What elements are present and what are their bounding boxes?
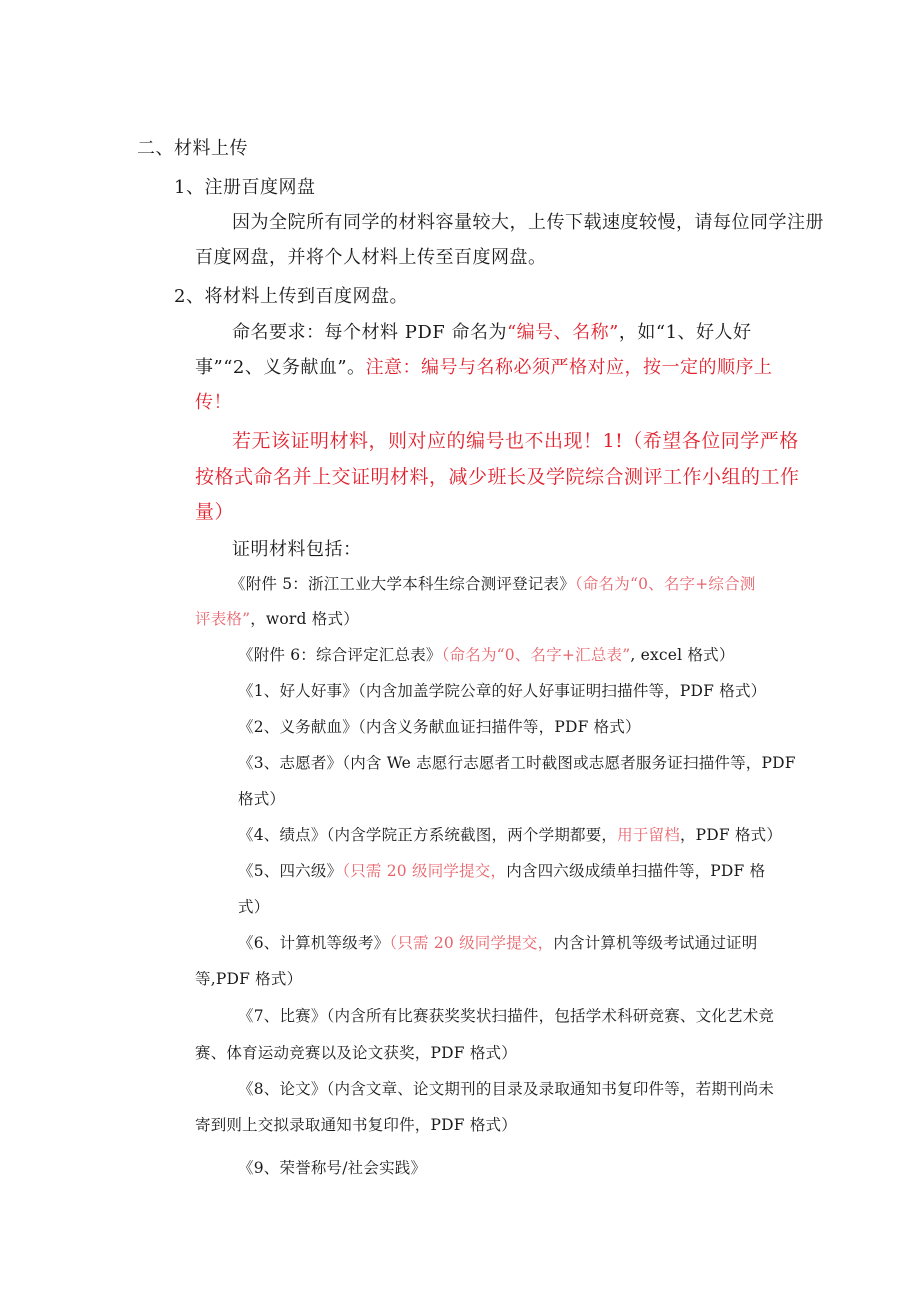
item5-title: 《5、四六级》 (238, 862, 343, 880)
item6-note: （只需 20 级同学提交， (389, 934, 554, 952)
list-item-7: 《7、比赛》（内含所有比赛获奖奖状扫描件，包括学术科研竞赛、文化艺术竞 (238, 1007, 775, 1025)
naming-prefix: 命名要求：每个材料 PDF 命名为 (232, 322, 507, 343)
annex6-note: （命名为“0、名字+汇总表” (441, 646, 631, 664)
materials-heading: 证明材料包括： (232, 539, 362, 560)
annex5-format: ，word 格式） (250, 610, 359, 628)
notice-line2: 传！ (195, 392, 232, 413)
annex6-format: , excel 格式） (630, 646, 735, 664)
item4-text: 《4、绩点》（内含学院正方系统截图，两个学期都要， (238, 826, 618, 844)
list-item-5-cont: 式） (238, 898, 270, 916)
item6-text: 内含计算机等级考试通过证明 (553, 934, 758, 952)
naming-requirement (232, 318, 752, 344)
warning-line3: 量） (195, 501, 235, 523)
list-item-6 (238, 931, 757, 953)
item4-note: 用于留档 (617, 826, 680, 844)
annex5-line (230, 572, 756, 594)
list-item-8: 《8、论文》（内含文章、论文期刊的目录及录取通知书复印件等，若期刊尚未 (238, 1080, 775, 1098)
list-item-4 (238, 823, 782, 845)
annex6-title: 《附件 6：综合评定汇总表》 (238, 646, 442, 664)
section-title: 二、材料上传 (137, 138, 248, 159)
step1-body-line2: 百度网盘，并将个人材料上传至百度网盘。 (195, 247, 547, 268)
list-item-5 (238, 859, 765, 881)
item6-title: 《6、计算机等级考》 (238, 934, 390, 952)
step1-title: 1、注册百度网盘 (174, 177, 316, 198)
list-item-9: 《9、荣誉称号/社会实践》 (238, 1159, 427, 1177)
naming-example-line (195, 353, 773, 379)
warning-line1: 若无该证明材料，则对应的编号也不出现！1!（希望各位同学严格 (232, 430, 799, 452)
annex6-line (238, 643, 735, 665)
list-item-7-cont: 赛、体育运动竞赛以及论文获奖，PDF 格式） (195, 1044, 517, 1062)
item5-text: 内含四六级成绩单扫描件等，PDF 格 (506, 862, 766, 880)
annex5-title: 《附件 5：浙江工业大学本科生综合测评登记表》 (230, 575, 575, 593)
item4-format: ，PDF 格式） (679, 826, 783, 844)
annex5-line2 (195, 607, 359, 629)
step2-title: 2、将材料上传到百度网盘。 (174, 286, 408, 307)
annex5-note-a: （命名为“0、名字+综合测 (574, 575, 756, 593)
item5-note: （只需 20 级同学提交， (342, 862, 507, 880)
list-item-8-cont: 寄到则上交拟录取通知书复印件，PDF 格式） (195, 1116, 517, 1134)
naming-example-cont: 事”“2、义务献血”。 (195, 357, 366, 378)
notice-line1: 注意：编号与名称必须严格对应，按一定的顺序上 (365, 357, 773, 378)
naming-format: “编号、名称” (506, 322, 619, 343)
list-item-1: 《1、好人好事》（内含加盖学院公章的好人好事证明扫描件等，PDF 格式） (238, 682, 767, 700)
annex5-note-b: 评表格” (195, 610, 251, 628)
list-item-3-cont: 格式） (238, 790, 286, 808)
step1-body-line1: 因为全院所有同学的材料容量较大，上传下载速度较慢，请每位同学注册 (232, 212, 824, 233)
list-item-3: 《3、志愿者》（内含 We 志愿行志愿者工时截图或志愿者服务证扫描件等，PDF (238, 754, 796, 772)
list-item-2: 《2、义务献血》（内含义务献血证扫描件等，PDF 格式） (238, 718, 641, 736)
list-item-6-cont: 等,PDF 格式） (195, 970, 303, 988)
warning-line2: 按格式命名并上交证明材料，减少班长及学院综合测评工作小组的工作 (195, 466, 800, 488)
naming-example-prefix: ，如“1、好人好 (618, 322, 752, 343)
